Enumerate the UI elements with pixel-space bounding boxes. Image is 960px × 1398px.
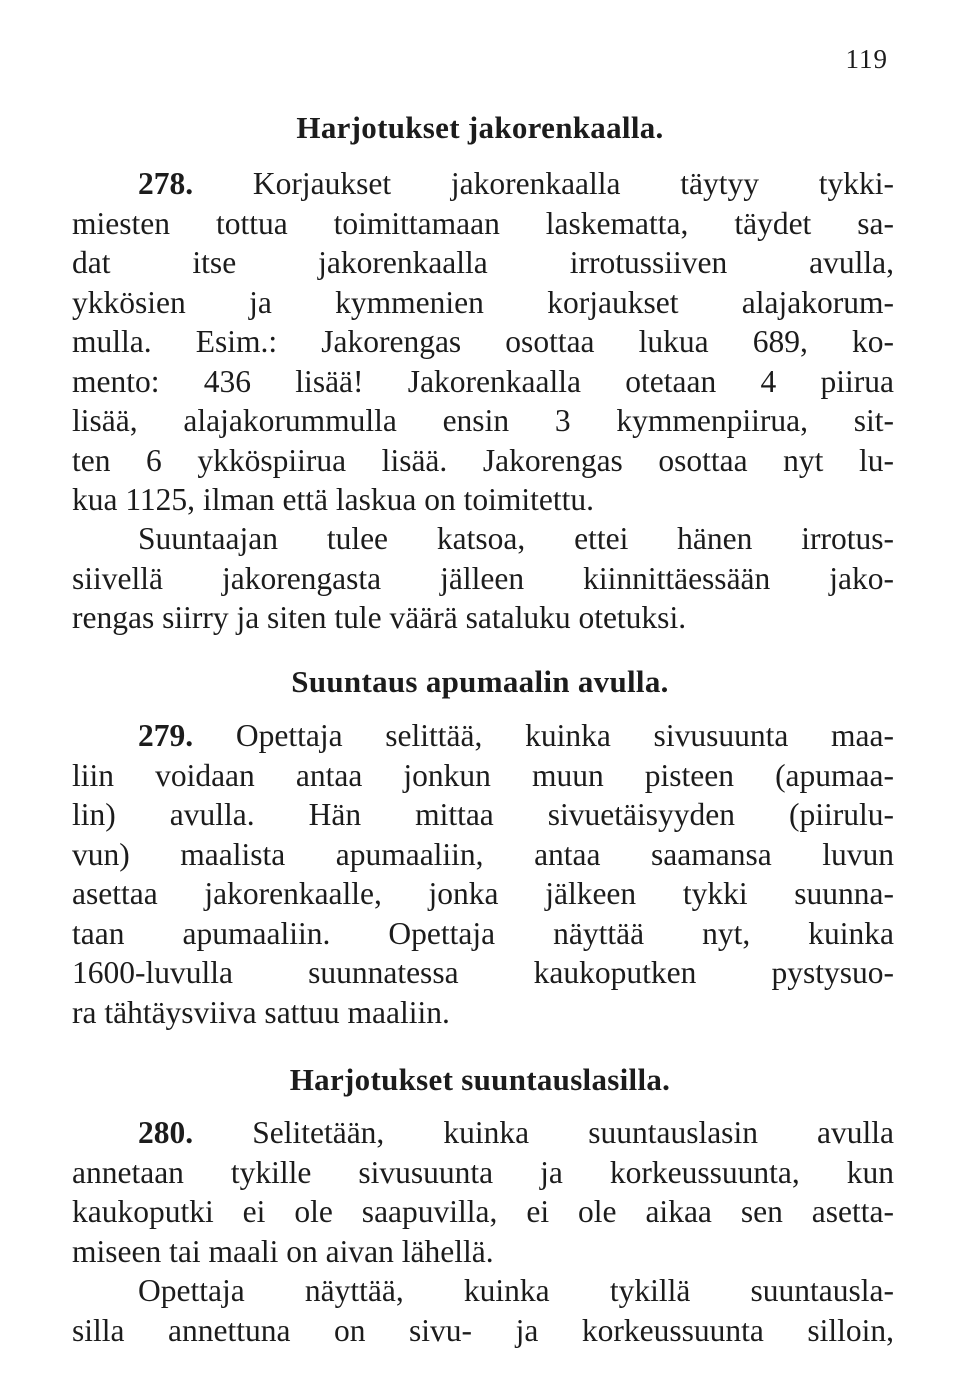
text-line: miseen tai maali on aivan lähellä.: [72, 1233, 494, 1269]
text-line: Opettaja näyttää, kuinka tykillä suuntausla-: [138, 1273, 894, 1308]
text-line: 278. Korjaukset jakorenkaalla täytyy tykki-: [138, 166, 895, 201]
text-line: ten 6 ykköspiirua lisää. Jakorengas osottaa nyt lu-: [72, 442, 894, 478]
text-line: vun) maalista apumaaliin, antaa saamansa luvun: [72, 836, 894, 872]
text-line: silla annettuna on sivu- ja korkeussuunta silloin,: [72, 1312, 894, 1348]
text-line: mulla. Esim.: Jakorengas osottaa lukua 689, ko-: [72, 324, 894, 359]
section-heading: Harjotukset suuntauslasilla.: [289, 1062, 671, 1097]
paragraph-278: [72, 164, 894, 520]
section-number: 279.: [138, 718, 194, 753]
text-line: Suuntaajan tulee katsoa, ettei hänen irrotus-: [138, 521, 894, 556]
text-line: kaukoputki ei ole saapuvilla, ei ole aikaa sen asetta-: [72, 1194, 894, 1229]
page-number: 119: [845, 44, 888, 74]
text-line: 1600-luvulla suunnatessa kaukoputken pystysuo-: [72, 955, 894, 990]
text-line: ykkösien ja kymmenien korjaukset alajakorum-: [72, 284, 894, 320]
section-number: 278.: [138, 166, 194, 201]
text-line: 279. Opettaja selittää, kuinka sivusuunta maa-: [138, 718, 894, 753]
paragraph-278-cont: [72, 519, 894, 638]
section-heading: Harjotukset jakorenkaalla.: [296, 110, 664, 145]
text-line: siivellä jakorengasta jälleen kiinnittäessään jako-: [72, 560, 894, 596]
text-line: taan apumaaliin. Opettaja näyttää nyt, kuinka: [72, 915, 894, 951]
text-line: asettaa jakorenkaalle, jonka jälkeen tykki suunna-: [72, 876, 894, 911]
text-line: annetaan tykille sivusuunta ja korkeussuunta, kun: [72, 1154, 894, 1190]
text-line: miesten tottua toimittamaan laskematta, täydet sa-: [72, 205, 894, 241]
text-line: ra tähtäysviiva sattuu maaliin.: [72, 994, 450, 1030]
section-heading: Suuntaus apumaalin avulla.: [291, 664, 669, 699]
text-line: mento: 436 lisää! Jakorenkaalla otetaan 4 piirua: [72, 363, 894, 399]
paragraph-280-cont: [72, 1271, 894, 1350]
text-line: lisää, alajakorummulla ensin 3 kymmenpiirua, sit-: [72, 403, 894, 438]
section-number: 280.: [138, 1115, 194, 1150]
text-line: liin voidaan antaa jonkun muun pisteen (apumaa-: [72, 757, 894, 793]
text-line: 280. Selitetään, kuinka suuntauslasin avulla: [138, 1115, 894, 1150]
text-line: kua 1125, ilman että laskua on toimitettu.: [72, 482, 594, 517]
paragraph-279: [72, 716, 894, 1032]
text-line: dat itse jakorenkaalla irrotussiiven avulla,: [72, 245, 894, 280]
text-line: lin) avulla. Hän mittaa sivuetäisyyden (piirulu-: [72, 797, 894, 832]
paragraph-280: [72, 1113, 894, 1271]
text-line: rengas siirry ja siten tule väärä sataluku otetuksi.: [72, 600, 687, 635]
